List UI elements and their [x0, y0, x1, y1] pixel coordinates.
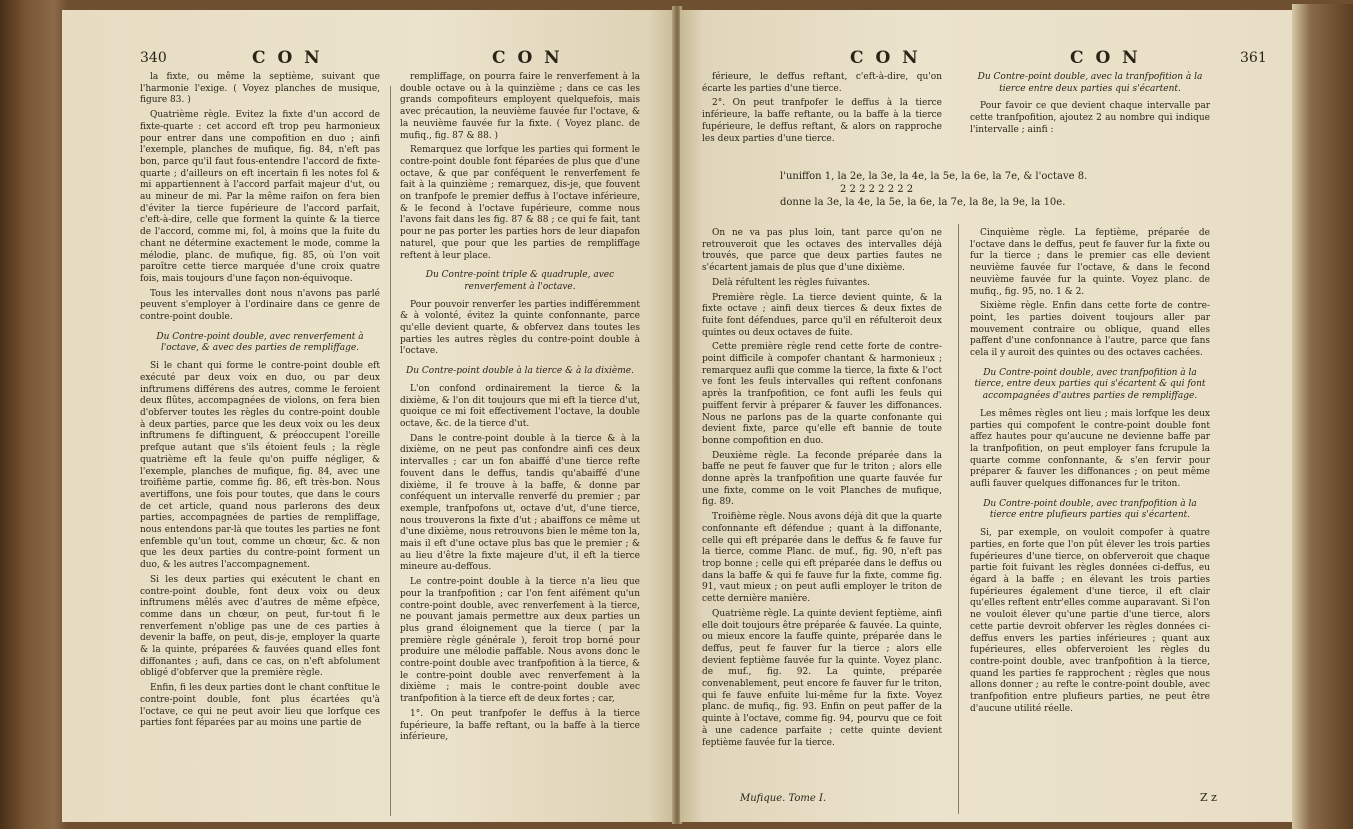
- paragraph: Première règle. La tierce devient quinte, & la fixte octave ; ainfi deux tierces & deux fixtes de fuite font défendues, parce qu'il en réfulteroit deux quintes ou deux octaves de fuite.: [702, 292, 942, 338]
- paragraph: Delà réfultent les règles fuivantes.: [712, 277, 870, 288]
- paragraph: On ne va pas plus loin, tant parce qu'on ne retrouveroit que les octaves des intervalles déjà trouvés, que parce que deux parties fautes ne s'écartent jamais de plus que d'une dixième.: [702, 228, 942, 274]
- paragraph: 2°. On peut tranfpofer le deffus à la tierce inférieure, la baffe reftante, ou la baffe à la tierce fupérieure, le deffus reftant, & alors on rapproche les deux parties d'une tierce.: [702, 98, 942, 144]
- paragraph: Si les deux parties qui exécutent le chant en contre-point double, font deux voix ou deux inftrumens mêlés avec d'autres de même efpèce, comme dans un chœur, on peut, fur-tout fi le renverfement n'oblige pas une de ces parties à devenir la baffe, on peut, dis-je, employer la quarte & la quinte, préparées & fauvées quand elles font diffonantes ; aufi, dans ce cas, on n'eft abfolument obligé d'obferver que la première règle.: [140, 574, 380, 679]
- text-column-1: [702, 228, 942, 752]
- paragraph: Cette première règle rend cette forte de contre-point difficile à compofer chantant & harmonieux ; remarquez aufli que comme la tierce, la fixte & l'oct ve font les feuls intervalles qui reftent confonans après la tranfpofition, ce font aufli les feuls qui puiffent fervir à préparer & fauver les diffonances. Nous ne parlons pas de la quarte confonante qui devient fixte, parce qu'elle eft bannie de toute bonne compofition en duo.: [702, 342, 942, 446]
- paragraph: la fixte, ou même la septième, suivant que l'harmonie l'exige. ( Voyez planches de musique, figure 83. ): [140, 72, 380, 106]
- page-edges: [1292, 4, 1353, 829]
- table-row: l'uniffon 1, la 2e, la 3e, la 4e, la 5e, la 6e, la 7e, & l'octave 8.: [780, 171, 1088, 182]
- section-heading: Du Contre-point double à la tierce & à la dixième.: [406, 366, 634, 377]
- paragraph: rempliffage, on pourra faire le renverfement à la double octave ou à la quinzième ; dans ce cas les grands compofiteurs employent quelquefois, mais avec précaution, la neuvième fauvée fur l'octave, & la neuvième fauvée fur la fixte. ( Voyez planc. de mufiq., fig. 87 & 88. ): [400, 72, 640, 141]
- section-heading: Du Contre-point double, avec la tranfpofition à la tierce entre deux parties qui s'écartent.: [977, 72, 1203, 94]
- table-row: donne la 3e, la 4e, la 5e, la 6e, la 7e, la 8e, la 9e, la 10e.: [780, 197, 1066, 208]
- left-page: [62, 10, 674, 822]
- interval-table: [780, 170, 1292, 209]
- running-head: C O N: [252, 48, 323, 68]
- running-head: C O N: [492, 48, 563, 68]
- paragraph: 1°. On peut tranfpofer le deffus à la tierce fupérieure, la baffe reftant, ou la baffe à la tierce inférieure,: [400, 708, 640, 743]
- paragraph: Les mêmes règles ont lieu ; mais lorfque les deux parties qui compofent le contre-point double font affez hautes pour qu'aucune ne devienne baffe par la tranfpofition, on peut employer fans fcrupule la quarte comme confonnante, & s'en fervir pour préparer & fauver les diffonances ; on peut même aufli fauver quelques diffonances fur le triton.: [970, 408, 1210, 490]
- intro-column-2: [970, 72, 1210, 140]
- paragraph: Quatrième règle. La quinte devient feptième, ainfi elle doit toujours être préparée & fauvée. La quinte, ou mieux encore la fauffe quinte, préparée dans le deffus, peut fe fauver fur la tierce ; alors elle devient feptième fauvée fur la quinte. Voyez planc. de muf., fig. 92. La quinte, préparée convenablement, peut encore fe fauver fur le triton, qui fe fauve enfuite lui-même fur la fixte. Voyez planc. de mufiq., fig. 93. Enfin on peut paffer de la quinte à l'octave, comme fig. 94, pourvu que ce foit à une cadence parfaite ; cette quinte devient feptième fauvée fur la tierce.: [702, 608, 942, 748]
- running-head: C O N: [850, 48, 921, 68]
- paragraph: Le contre-point double à la tierce n'a lieu que pour la tranfpofition ; car l'on fent aifément qu'un contre-point double, avec renverfement à la tierce, ne pouvant jamais permettre aux deux parties un plus grand éloignement que la tierce ( par la première règle générale ), feroit trop borné pour produire une mélodie paffable. Nous avons donc le contre-point double avec tranfpofition à la tierce, & le contre-point double avec renverfement à la dixième ; mais le contre-point double avec tranfpofition à la tierce eft de deux fortes ; car,: [400, 577, 640, 705]
- paragraph: L'on confond ordinairement la tierce & la dixième, & l'on dit toujours que mi eft la tierce d'ut, quoique ce mi foit effectivement l'octave, la double octave, &c. de la tierce d'ut.: [400, 383, 640, 429]
- text-column-1: [140, 72, 380, 733]
- volume-footer: Mufique. Tome I.: [740, 793, 827, 804]
- paragraph: Dans le contre-point double à la tierce & à la dixième, on ne peut pas confondre ainfi ces deux intervalles ; car un fon abaiffé d'une tierce refte fouvent dans le deffus, tandis qu'abaiffé d'une dixième, il fe trouve à la baffe, & donne par conféquent un intervalle renverfé du premier ; par exemple, tranfpofons ut, octave d'ut, d'une tierce, nous trouverons la fixte d'ut ; abaiffons ce même ut d'une dixième, nous retrouvons bien le même ton la, mais il eft d'une octave plus bas que le premier ; & au lieu d'être la fixte majeure d'ut, il eft la tierce mineure au-deffous.: [400, 433, 640, 573]
- paragraph: Si le chant qui forme le contre-point double eft exécuté par deux voix en duo, ou par deux inftrumens différens des autres, comme le feroient deux flûtes, accompagnées de violons, on fera bien d'obferver toutes les règles du contre-point double à deux parties, parce que les deux voix ou les deux inftrumens fe diftinguent, & préoccupent l'oreille prefque autant que s'ils étoient feuls ; la règle quatrième eft la feule qu'on puiffe négliger, & l'exemple, planches de mufique, fig. 84, avec une troifième partie, comme fig. 86, eft très-bon. Nous avertiffons, une fois pour toutes, que dans le cours de cet article, quand nous parlerons des deux parties, accompagnées de parties de rempliffage, nous entendons par-là que toutes les parties ne font enfemble qu'un tout, comme un chœur, &c. & non que les deux parties du contre-point forment un duo, & les autres l'accompagnement.: [140, 361, 380, 571]
- section-heading: Du Contre-point triple & quadruple, avec renverfement à l'octave.: [425, 270, 615, 292]
- paragraph: Enfin, fi les deux parties dont le chant conftitue le contre-point double, font plus écartées qu'à l'octave, ce qui ne peut avoir lieu que lorfque ces parties font féparées par au moins une partie de: [140, 683, 380, 729]
- paragraph: Quatrième règle. Evitez la fixte d'un accord de fixte-quarte : cet accord eft trop peu harmonieux pour entrer dans une compofition en duo ; ainfi l'exemple, planches de mufique, fig. 84, n'eft pas bon, parce qu'il faut fous-entendre l'accord de fixte-quarte ; d'ailleurs on eft incertain fi les notes fol & mi appartiennent à l'accord parfait majeur d'ut, ou au mineur de mi. Par la même raifon on fera bien d'éviter la tierce fupérieure de l'accord parfait, c'eft-à-dire, celle que forment la quinte & la tierce de l'accord, comme mi, fol, à moins que la fuite du chant ne détermine exactement le mode, comme la mélodie, planc. de mufique, fig. 85, où l'on voit paroître cette tierce marquée d'une croix quatre fois, mais toujours d'une façon non-équivoque.: [140, 110, 380, 284]
- signature-mark: Z z: [1200, 791, 1217, 804]
- section-heading: Du Contre-point double, avec tranfpofition à la tierce entre plufieurs parties qui s'écartent.: [983, 498, 1197, 521]
- page-number: 340: [140, 50, 167, 66]
- running-head: C O N: [1070, 48, 1141, 68]
- paragraph: Remarquez que lorfque les parties qui forment le contre-point double font féparées de plus que d'une octave, & que par conféquent le renverfement fe fait à la quinzième ; remarquez, dis-je, que fouvent on tranfpofe le premier deffus à l'octave inférieure, & le fecond à l'octave fupérieure, comme nous l'avons fait dans les fig. 87 & 88 ; ce qui fe fait, tant pour ne pas porter les parties hors de leur diapafon naturel, que pour que les parties de rempliffage reftent à leur place.: [400, 145, 640, 261]
- page-number: 361: [1240, 50, 1267, 66]
- paragraph: Troifième règle. Nous avons déjà dit que la quarte confonnante eft défendue ; quant à la diffonante, celle qui eft préparée dans le deffus & fe fauve fur la tierce, comme Planc. de muf., fig. 90, n'eft pas trop bonne ; celle qui eft préparée dans le deffus ou dans la baffe & qui fe fauve fur la fixte, comme fig. 91, vaut mieux ; on peut aufli employer le triton de cette dernière manière.: [702, 512, 942, 605]
- paragraph: Pour favoir ce que devient chaque intervalle par cette tranfpofition, ajoutez 2 au nombre qui indique l'intervalle ; ainfi :: [970, 101, 1210, 135]
- column-divider: [958, 224, 959, 814]
- text-column-2: [970, 228, 1210, 718]
- paragraph: Pour pouvoir renverfer les parties indifféremment & à volonté, évitez la quinte confonnante, parce qu'elle devient quarte, & obfervez dans toutes les parties les autres règles du contre-point double à l'octave.: [400, 299, 640, 357]
- right-page: [680, 10, 1292, 822]
- paragraph: férieure, le deffus reftant, c'eft-à-dire, qu'on écarte les parties d'une tierce.: [702, 72, 942, 94]
- text-column-2: [400, 72, 640, 747]
- paragraph: Deuxième règle. La feconde préparée dans la baffe ne peut fe fauver que fur le triton ; alors elle donne après la tranfpofition une quarte fauvée fur une fixte, comme on le voit Planches de mufique, fig. 89.: [702, 450, 942, 508]
- intro-column-1: [702, 72, 942, 148]
- table-row: 2 2 2 2 2 2 2 2: [840, 184, 914, 195]
- section-heading: Du Contre-point double, avec tranfpofition à la tierce, entre deux parties qui s'écartent & qui font accompagnées d'autres parties de rempliffage.: [974, 367, 1206, 402]
- paragraph: Si, par exemple, on vouloit compofer à quatre parties, en forte que l'on pût élever les trois parties fupérieures d'une tierce, on obferveroit que chaque partie foit fuivant les règles données ci-deffus, eu égard à la baffe ; en élevant les trois parties fupérieures également d'une tierce, il eft clair qu'elles reftent entr'elles comme auparavant. Si l'on ne vouloit élever qu'une partie d'une tierce, alors cette partie devroit obferver les règles données ci-deffus envers les parties inférieures ; quant aux fupérieures, elles obferveroient les règles du contre-point double, avec tranfpofition à la tierce, quand les parties fe rapprochent ; règles que nous allons donner ; au refte le contre-point double, avec tranfpofition entre plufieurs parties, ne peut être d'aucune utilité réelle.: [970, 528, 1210, 714]
- section-heading: Du Contre-point double, avec renverfement à l'octave, & avec des parties de rempliffage.: [156, 331, 364, 354]
- paragraph: Cinquième règle. La feptième, préparée de l'octave dans le deffus, peut fe fauver fur la fixte ou fur la tierce ; dans le premier cas elle devient neuvième fauvée fur l'octave, & dans le fecond neuvième fauvée fur la quinte. Voyez planc. de mufiq., fig. 95, no. 1 & 2.: [970, 228, 1210, 297]
- paragraph: Tous les intervalles dont nous n'avons pas parlé peuvent s'employer à l'ordinaire dans ce genre de contre-point double.: [140, 288, 380, 323]
- column-divider: [390, 86, 391, 816]
- paragraph: Sixième règle. Enfin dans cette forte de contre-point, les parties doivent toujours aller par mouvement contraire ou oblique, quand elles paffent d'une confonnance à l'autre, parce que fans cela il y auroit des quintes ou des octaves cachées.: [970, 301, 1210, 359]
